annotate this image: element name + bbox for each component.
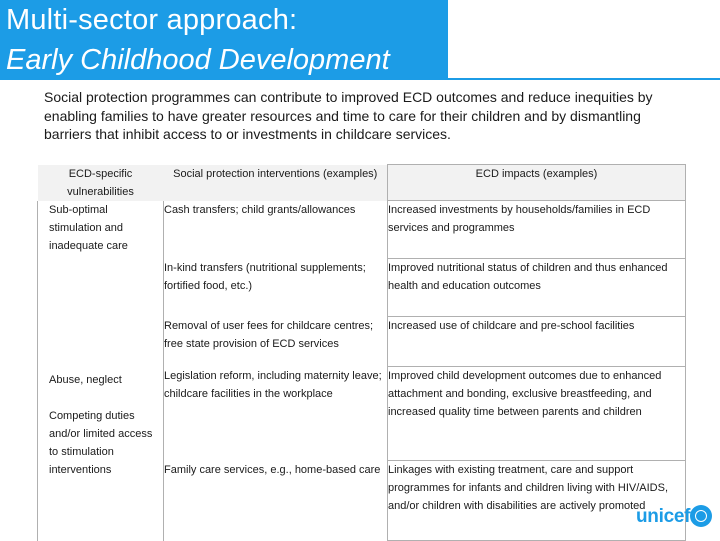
slide-title: Multi-sector approach:	[6, 4, 298, 36]
unicef-logo: unicef	[636, 506, 691, 527]
intervention-cell: Family care services, e.g., home-based care	[164, 463, 381, 476]
title-banner	[0, 0, 448, 80]
intervention-cell: Removal of user fees for childcare centres; free state provision of ECD services	[164, 319, 374, 350]
intro-paragraph: Social protection programmes can contribute to improved ECD outcomes and reduce inequities by enabling families to have greater resources and time to care for their children and by dismantling barriers that inhibit access to or investments in childcare services.	[44, 89, 653, 142]
impact-cell: Increased use of childcare and pre-school facilities	[388, 317, 686, 367]
vulnerability-item: Abuse, neglect	[49, 373, 122, 386]
table-header-row	[38, 165, 686, 201]
unicef-emblem-icon	[690, 505, 712, 527]
intervention-cell: Cash transfers; child grants/allowances	[164, 203, 356, 216]
vulnerability-item: Competing duties and/or limited access to stimulation interventions	[49, 409, 153, 476]
vulnerabilities-cell	[38, 201, 164, 541]
slide-subtitle: Early Childhood Development	[6, 44, 390, 76]
intervention-cell: In-kind transfers (nutritional supplements; fortified food, etc.)	[164, 261, 366, 292]
table-row	[38, 201, 686, 259]
title-rule	[0, 78, 720, 80]
impact-cell: Linkages with existing treatment, care and support programmes for infants and children living with HIV/AIDS, and/or children with disabilities are actively promoted	[388, 461, 686, 541]
ecd-table	[37, 164, 686, 541]
header-vulnerabilities: ECD-specific vulnerabilities	[38, 165, 164, 201]
impact-cell: Increased investments by households/families in ECD services and programmes	[388, 201, 686, 259]
intervention-cell: Legislation reform, including maternity leave; childcare facilities in the workplace	[164, 369, 382, 400]
vulnerability-item: Sub-optimal stimulation and inadequate care	[49, 203, 128, 252]
impact-cell: Improved nutritional status of children and thus enhanced health and education outcomes	[388, 259, 686, 317]
header-impacts: ECD impacts (examples)	[388, 165, 686, 201]
impact-cell: Improved child development outcomes due to enhanced attachment and bonding, exclusive breastfeeding, and increased quality time between parents and children	[388, 367, 686, 461]
header-interventions: Social protection interventions (examples)	[164, 165, 388, 201]
